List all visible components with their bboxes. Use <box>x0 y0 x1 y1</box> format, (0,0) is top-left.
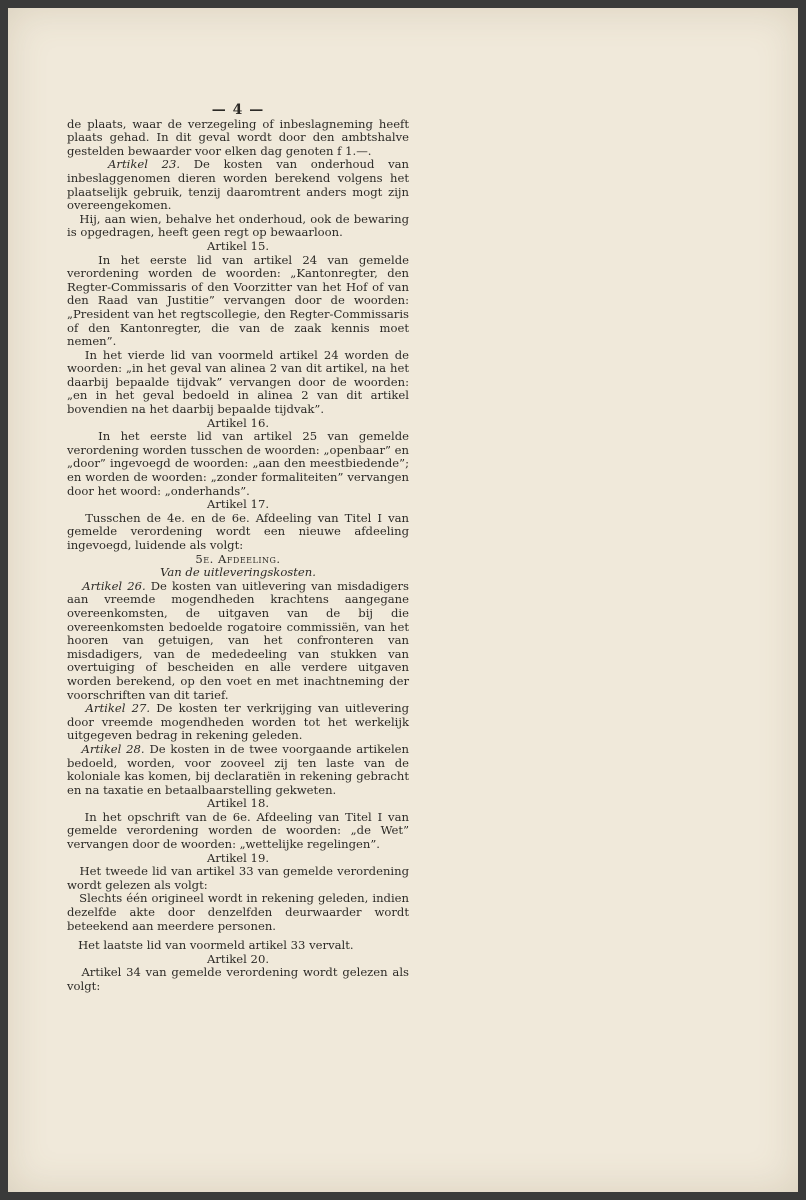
paragraph <box>67 892 409 933</box>
paragraph <box>67 254 409 349</box>
paragraph-text: Het laatste lid van voormeld artikel 33 vervalt. <box>78 938 354 953</box>
paragraph <box>67 811 409 852</box>
paragraph <box>67 512 409 553</box>
paragraph-text: De kosten van uitlevering van misdadigers aan vreemde mogendheden krachtens aangegane overeenkomsten, de uitgaven van de bij die overeenkomsten bedoelde rogatoire commissiën, van het hooren van getuigen, van het confronteren van misdadigers, van de mededeeling van stukken van overtuiging of bescheiden en alle verdere uitgaven worden berekend, op den voet en met inachtneming der voorschriften van dit tarief. <box>67 578 409 702</box>
article-heading: Artikel 15. <box>207 238 269 253</box>
paragraph-text: Hij, aan wien, behalve het onderhoud, ook de bewaring is opgedragen, heeft geen regt op bewaarloon. <box>67 211 409 240</box>
page-number: — 4 — <box>211 102 265 118</box>
text-column <box>67 104 409 994</box>
article-heading: Artikel 16. <box>207 415 269 430</box>
paragraph-text: In het eerste lid van artikel 25 van gemelde verordening worden tusschen de woorden: „openbaar” en „door” ingevoegd de woorden: „aan den meestbiedende”; en worden de woorden: „zonder formaliteiten” vervangen door het woord: „onderhands”. <box>67 429 409 498</box>
paragraph-text: In het eerste lid van artikel 24 van gemelde verordening worden de woorden: „Kantonregter, den Regter-Commissaris of den Voorzitter van het Hof of van den Raad van Justitie” vervangen door de woorden: „President van het regtscollegie, den Regter-Commissaris of den Kantonregter, die van de zaak kennis moet nemen”. <box>67 252 409 349</box>
paragraph <box>67 743 409 797</box>
article-label: Artikel 28. <box>81 741 145 756</box>
paragraph <box>67 966 409 993</box>
paragraph-text: In het vierde lid van voormeld artikel 24 worden de woorden: „in het geval van alinea 2 van dit artikel, na het daarbij bepaalde tijdvak” vervangen door de woorden: „en in het geval bedoeld in alinea 2 van dit artikel bovendien na het daarbij bepaalde tijdvak”. <box>67 347 409 417</box>
paragraph-text: De kosten van onderhoud van inbeslaggenomen dieren worden berekend volgens het plaatselijk gebruik, tenzij daaromtrent anders mogt zijn overeengekomen. <box>67 157 410 213</box>
paragraph <box>67 939 409 953</box>
paragraph <box>67 158 409 212</box>
paragraph <box>67 865 409 892</box>
paragraph-text: Artikel 34 van gemelde verordening wordt gelezen als volgt: <box>67 965 409 993</box>
paragraph <box>67 580 409 702</box>
article-label: Artikel 26. <box>82 578 146 593</box>
article-label: Artikel 23. <box>108 157 181 172</box>
article-heading: Artikel 18. <box>207 796 269 811</box>
document-page <box>8 8 798 1192</box>
paragraph <box>67 430 409 498</box>
section-title: Van de uitleveringskosten. <box>160 565 316 580</box>
article-label: Artikel 27. <box>85 701 151 716</box>
paragraph-text: De kosten in de twee voorgaande artikelen bedoeld, worden, voor zooveel zij ten laste van de koloniale kas komen, bij declaratiën in rekening gebracht en na taxatie en betaalbaarstelling gekweten. <box>67 741 410 797</box>
paragraph-text: Het tweede lid van artikel 33 van gemelde verordening wordt gelezen als volgt: <box>67 864 410 892</box>
paragraph-text: In het opschrift van de 6e. Afdeeling van Titel I van gemelde verordening worden de woorden: „de Wet” vervangen door de woorden: „wettelijke regelingen”. <box>67 809 409 852</box>
paragraph <box>67 349 409 417</box>
paragraph <box>67 213 409 240</box>
paragraph: de plaats, waar de verzegeling of inbeslagneming heeft plaats gehad. In dit geval wordt door den ambtshalve gestelden bewaarder voor elken dag genoten f 1.—. <box>67 116 409 158</box>
article-heading: Artikel 20. <box>207 951 269 966</box>
paragraph-text: De kosten ter verkrijging van uitlevering door vreemde mogendheden worden tot het werkelijk uitgegeven bedrag in rekening geleden. <box>67 701 410 743</box>
paragraph-text: Tusschen de 4e. en de 6e. Afdeeling van Titel I van gemelde verordening wordt een nieuwe afdeeling ingevoegd, luidende als volgt: <box>67 510 409 552</box>
section-heading: 5e. Afdeeling. <box>195 551 281 566</box>
paragraph-text: Slechts één origineel wordt in rekening geleden, indien dezelfde akte door denzelfden deurwaarder wordt beteekend aan meerdere personen. <box>67 891 409 933</box>
paragraph <box>67 702 409 743</box>
article-heading: Artikel 17. <box>207 497 269 512</box>
article-heading: Artikel 19. <box>207 850 269 865</box>
